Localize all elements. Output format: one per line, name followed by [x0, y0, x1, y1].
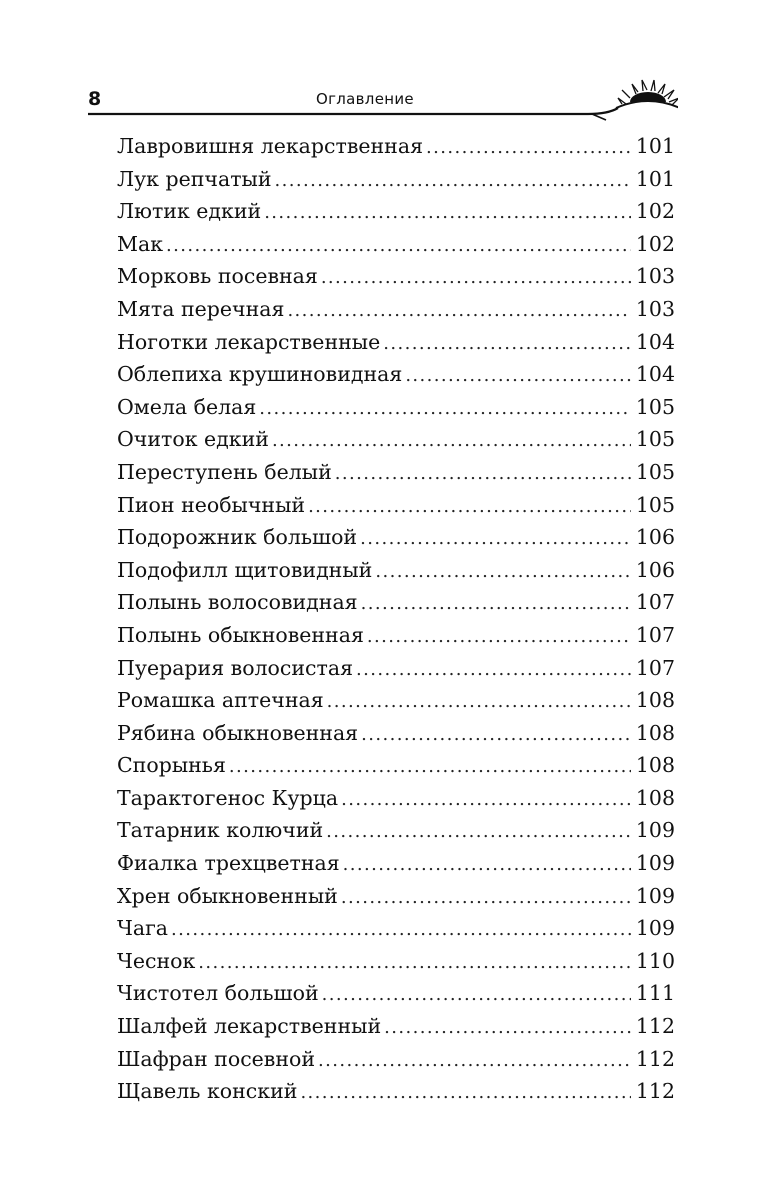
toc-entry-title: Шалфей лекарственный — [117, 1014, 382, 1039]
toc-entry-page-number: 107 — [635, 622, 675, 647]
dot-leader — [335, 463, 631, 484]
toc-entry-title: Мак — [117, 231, 164, 256]
toc-entry-title: Пуерария волосистая — [117, 655, 354, 680]
dot-leader — [287, 300, 631, 321]
dot-leader — [426, 137, 631, 158]
toc-entry — [117, 688, 675, 721]
toc-entry-title: Ромашка аптечная — [117, 688, 324, 713]
dot-leader — [171, 919, 631, 940]
toc-entry-page-number: 103 — [635, 264, 675, 289]
page-header — [88, 74, 678, 126]
toc-entry-title: Очиток едкий — [117, 427, 269, 452]
toc-entry-page-number: 111 — [635, 981, 675, 1006]
dot-leader — [367, 626, 631, 647]
toc-entry-page-number: 109 — [635, 851, 675, 876]
toc-entry-title: Полынь волосовидная — [117, 590, 358, 615]
toc-entry — [117, 134, 675, 167]
dot-leader — [300, 1082, 631, 1103]
toc-entry — [117, 297, 675, 330]
toc-entry — [117, 330, 675, 363]
toc-entry — [117, 460, 675, 493]
toc-entry — [117, 851, 675, 884]
toc-entry-page-number: 105 — [635, 394, 675, 419]
toc-entry-title: Ноготки лекарственные — [117, 329, 381, 354]
toc-entry — [117, 786, 675, 819]
toc-entry-title: Фиалка трехцветная — [117, 851, 340, 876]
toc-entry — [117, 949, 675, 982]
toc-entry-page-number: 109 — [635, 818, 675, 843]
toc-entry-page-number: 112 — [635, 1046, 675, 1071]
toc-entry — [117, 981, 675, 1014]
toc-entry — [117, 395, 675, 428]
toc-entry — [117, 264, 675, 297]
toc-entry-page-number: 103 — [635, 296, 675, 321]
toc-entry-title: Облепиха крушиновидная — [117, 362, 403, 387]
toc-entry — [117, 656, 675, 689]
dot-leader — [405, 365, 631, 386]
dot-leader — [343, 854, 631, 875]
toc-entry-title: Морковь посевная — [117, 264, 318, 289]
dot-leader — [259, 398, 631, 419]
dot-leader — [272, 430, 631, 451]
toc-entry-page-number: 105 — [635, 459, 675, 484]
dot-leader — [275, 170, 631, 191]
toc-entry — [117, 493, 675, 526]
toc-entry — [117, 753, 675, 786]
dot-leader — [361, 593, 631, 614]
toc-entry-title: Лук репчатый — [117, 166, 272, 191]
dot-leader — [326, 821, 631, 842]
toc-entry — [117, 1014, 675, 1047]
toc-entry-title: Спорынья — [117, 753, 226, 778]
dot-leader — [361, 724, 631, 745]
dot-leader — [318, 1050, 631, 1071]
toc-entry-page-number: 104 — [635, 329, 675, 354]
toc-entry — [117, 167, 675, 200]
dot-leader — [383, 333, 631, 354]
toc-entry-title: Пион необычный — [117, 492, 306, 517]
dot-leader — [384, 1017, 631, 1038]
dot-leader — [229, 756, 631, 777]
toc-entry-page-number: 105 — [635, 427, 675, 452]
toc-entry-page-number: 109 — [635, 916, 675, 941]
toc-entry-title: Переступень белый — [117, 459, 332, 484]
toc-entry-page-number: 112 — [635, 1014, 675, 1039]
toc-entry — [117, 232, 675, 265]
toc-entry-title: Татарник колючий — [117, 818, 324, 843]
toc-entry-title: Чага — [117, 916, 169, 941]
dot-leader — [264, 202, 631, 223]
toc-entry — [117, 721, 675, 754]
toc-entry-title: Чистотел большой — [117, 981, 319, 1006]
toc-entry — [117, 525, 675, 558]
toc-entry-title: Лютик едкий — [117, 199, 262, 224]
toc-entry-page-number: 102 — [635, 231, 675, 256]
toc-entry — [117, 818, 675, 851]
toc-entry-title: Лавровишня лекарственная — [117, 134, 423, 158]
toc-entry-title: Мята перечная — [117, 296, 285, 321]
toc-entry — [117, 623, 675, 656]
toc-entry — [117, 1079, 675, 1112]
toc-entry-title: Рябина обыкновенная — [117, 720, 359, 745]
toc-entry-page-number: 108 — [635, 753, 675, 778]
dot-leader — [341, 887, 631, 908]
toc-entry-page-number: 101 — [635, 166, 675, 191]
dot-leader — [360, 528, 631, 549]
dot-leader — [375, 561, 631, 582]
toc-entry — [117, 427, 675, 460]
toc-entry — [117, 199, 675, 232]
toc-entry-page-number: 104 — [635, 362, 675, 387]
toc-entry — [117, 1047, 675, 1080]
toc-entry-page-number: 106 — [635, 557, 675, 582]
toc-entry — [117, 362, 675, 395]
toc-entry-page-number: 107 — [635, 590, 675, 615]
dot-leader — [321, 267, 631, 288]
table-of-contents — [117, 134, 675, 1112]
running-head: Оглавление — [316, 90, 414, 108]
dot-leader — [356, 659, 631, 680]
toc-entry-title: Подофилл щитовидный — [117, 557, 373, 582]
toc-entry-page-number: 108 — [635, 688, 675, 713]
toc-entry-title: Щавель конский — [117, 1079, 298, 1104]
toc-entry-page-number: 112 — [635, 1079, 675, 1104]
dot-leader — [327, 691, 631, 712]
toc-entry-title: Тарактогенос Курца — [117, 785, 339, 810]
sunflower-ornament-icon — [616, 80, 678, 108]
toc-entry — [117, 916, 675, 949]
toc-entry-title: Хрен обыкновенный — [117, 883, 338, 908]
dot-leader — [322, 984, 631, 1005]
toc-entry — [117, 884, 675, 917]
toc-entry-page-number: 102 — [635, 199, 675, 224]
toc-entry-title: Шафран посевной — [117, 1046, 316, 1071]
dot-leader — [341, 789, 631, 810]
toc-entry-page-number: 105 — [635, 492, 675, 517]
toc-entry-title: Полынь обыкновенная — [117, 622, 364, 647]
toc-entry-title: Чеснок — [117, 948, 196, 973]
toc-entry — [117, 590, 675, 623]
toc-entry-title: Подорожник большой — [117, 525, 358, 550]
toc-entry-page-number: 109 — [635, 883, 675, 908]
dot-leader — [166, 235, 631, 256]
toc-entry-page-number: 107 — [635, 655, 675, 680]
page-number: 8 — [88, 88, 102, 110]
toc-entry — [117, 558, 675, 591]
toc-entry-page-number: 110 — [635, 948, 675, 973]
toc-entry-page-number: 108 — [635, 720, 675, 745]
toc-entry-title: Омела белая — [117, 394, 257, 419]
dot-leader — [308, 496, 631, 517]
toc-entry-page-number: 108 — [635, 785, 675, 810]
toc-entry-page-number: 106 — [635, 525, 675, 550]
dot-leader — [198, 952, 631, 973]
toc-entry-page-number: 101 — [635, 134, 675, 158]
